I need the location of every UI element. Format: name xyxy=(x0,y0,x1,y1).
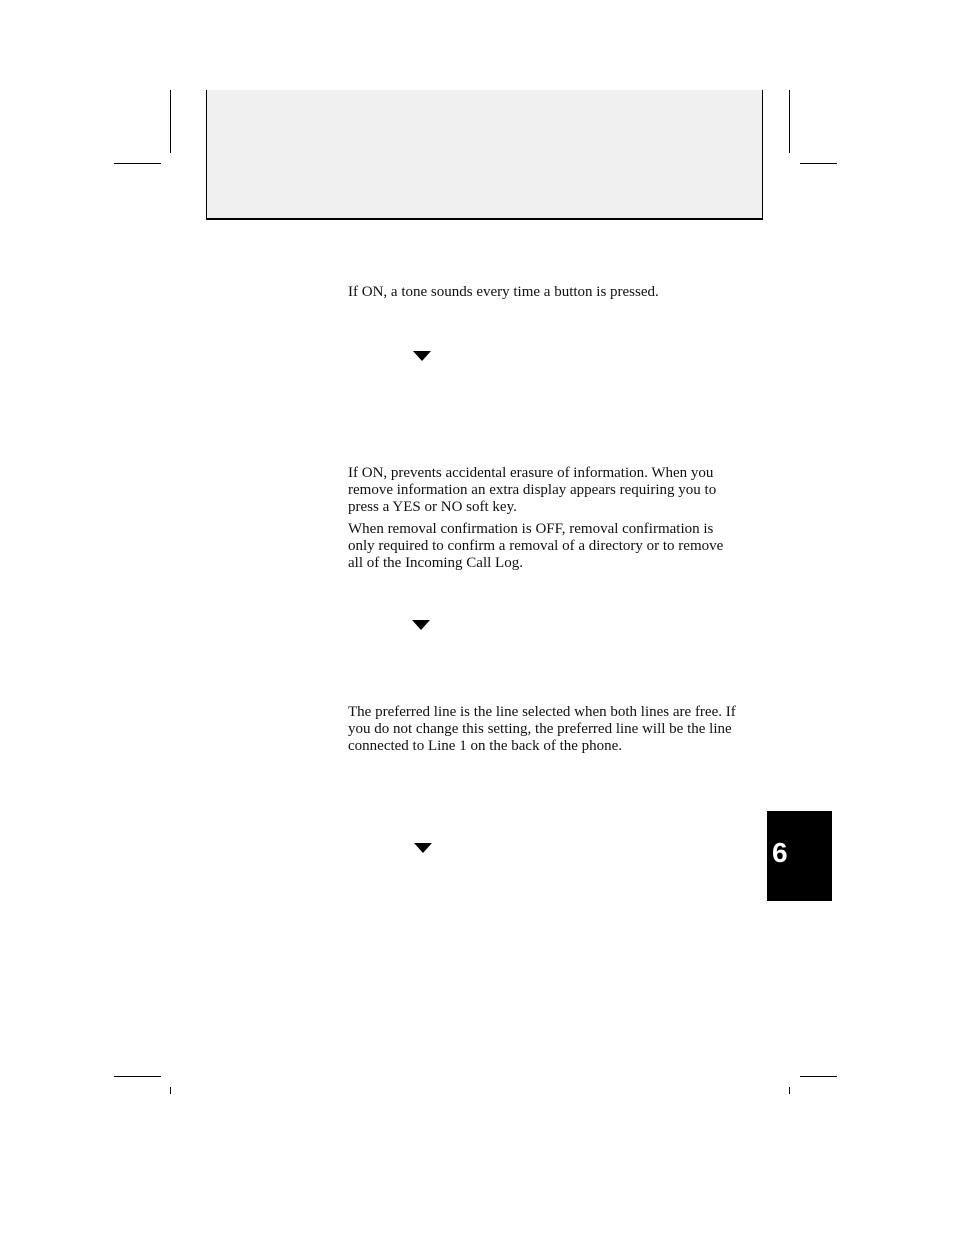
crop-mark-top-right-vertical xyxy=(789,90,790,153)
chapter-number: 6 xyxy=(772,837,788,868)
preferred-line-description: The preferred line is the line selected when both lines are free. If you do not change this setting, the preferred line will be the line connected to Line 1 on the back of the phone. xyxy=(348,704,736,754)
removal-confirmation-description: If ON, prevents accidental erasure of information. When you remove information an extra display appears requiring you to press a YES or NO soft key. xyxy=(348,465,717,515)
key-tone-description: If ON, a tone sounds every time a button is pressed. xyxy=(348,284,659,300)
crop-mark-bottom-left-vertical xyxy=(170,1087,171,1094)
removal-confirmation-off-description: When removal confirmation is OFF, removal confirmation is only required to confirm a removal of a directory or to remove all of the Incoming Call Log. xyxy=(348,521,724,571)
crop-mark-top-right-horizontal xyxy=(800,163,837,164)
crop-mark-top-left-horizontal xyxy=(114,163,161,164)
crop-mark-bottom-right-horizontal xyxy=(800,1076,837,1077)
header-box xyxy=(206,90,763,220)
crop-mark-bottom-right-vertical xyxy=(789,1087,790,1094)
down-arrow-icon xyxy=(412,620,430,630)
crop-mark-bottom-left-horizontal xyxy=(114,1076,161,1077)
crop-mark-top-left-vertical xyxy=(170,90,171,153)
down-arrow-icon xyxy=(414,843,432,853)
down-arrow-icon xyxy=(413,351,431,361)
chapter-tab xyxy=(767,811,832,901)
